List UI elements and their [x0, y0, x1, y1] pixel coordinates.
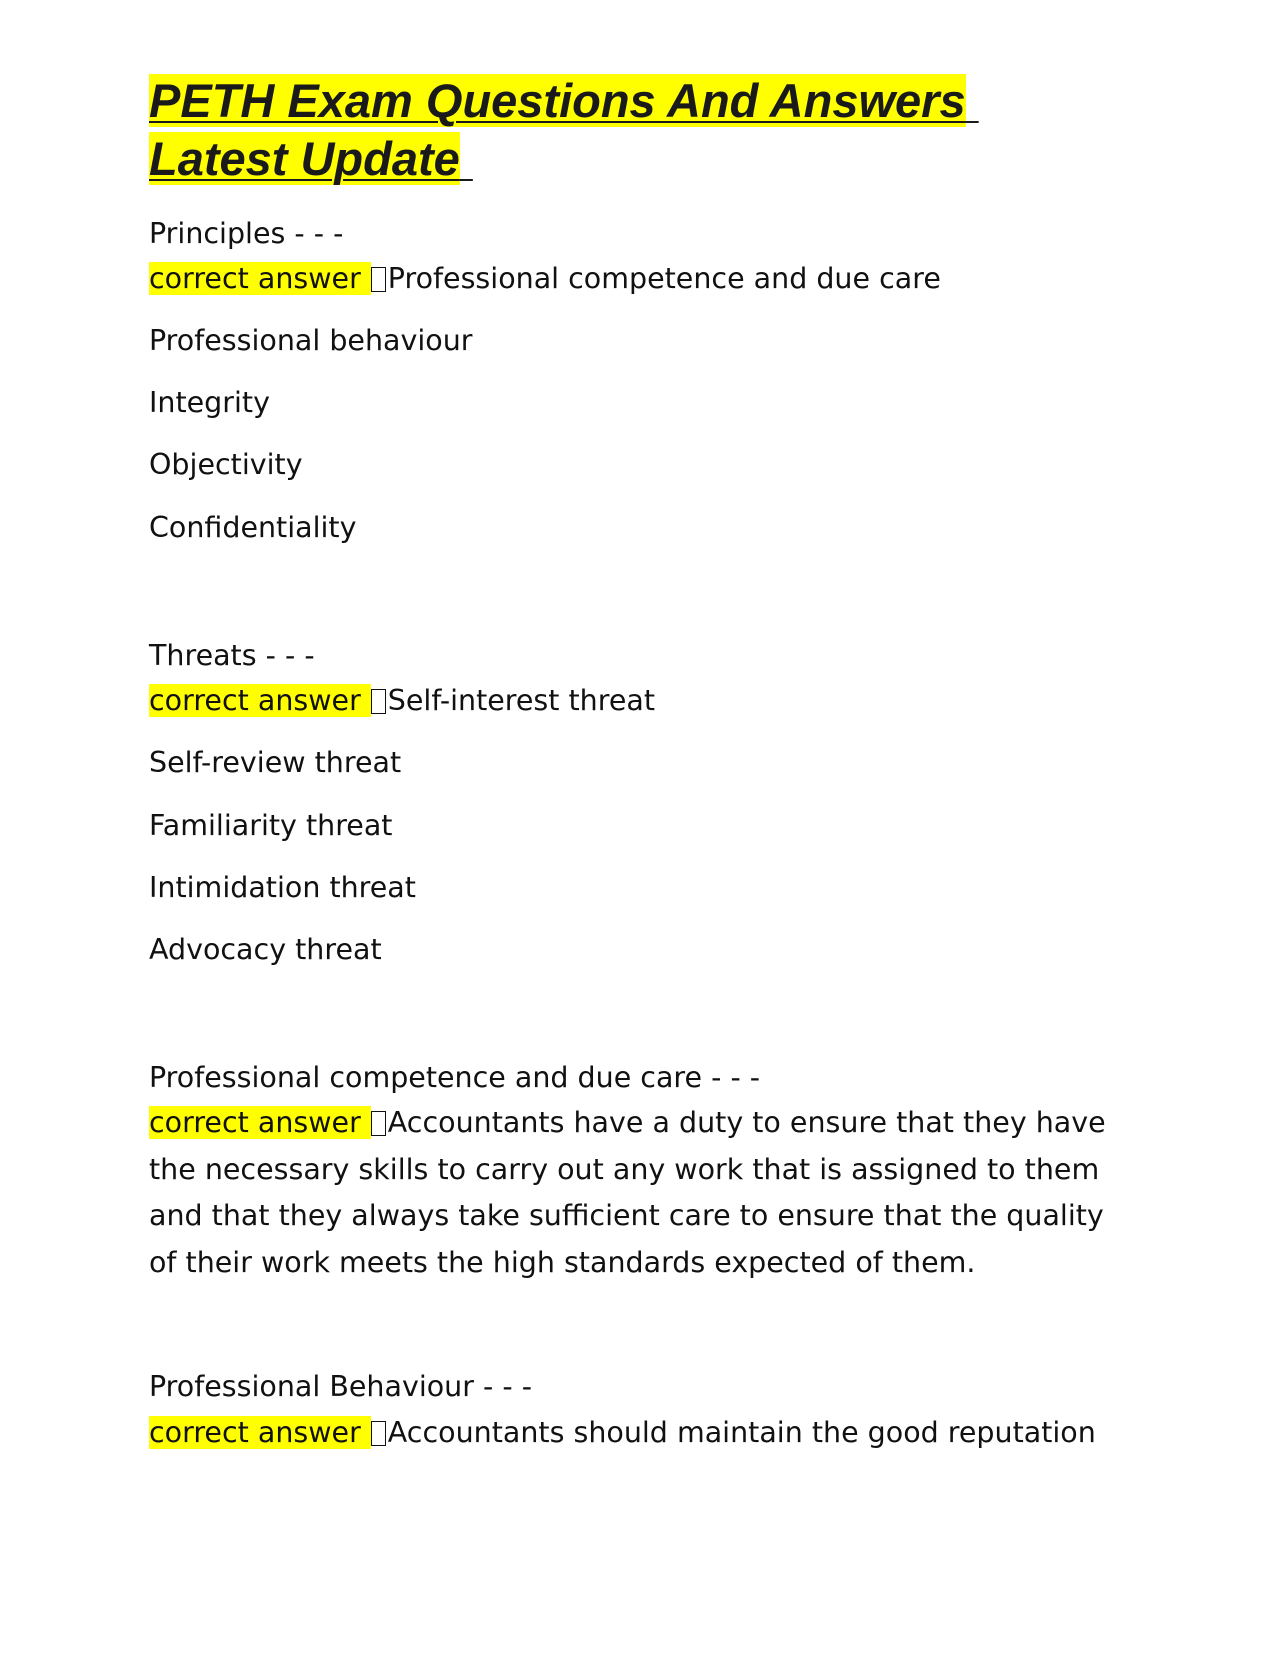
question-principles: Principles - - - — [149, 217, 344, 250]
answer-text: Professional competence and due care — [387, 262, 941, 295]
correct-answer-label: correct answer — [149, 684, 371, 717]
correct-answer-label: correct answer — [149, 1106, 371, 1139]
list-item: Confidentiality — [149, 511, 357, 544]
checkbox-glyph-icon — [371, 267, 386, 292]
checkbox-glyph-icon — [371, 1421, 386, 1446]
question-professional-competence: Professional competence and due care - - - — [149, 1061, 761, 1094]
list-item: Advocacy threat — [149, 933, 382, 966]
document-title — [149, 72, 1089, 188]
checkbox-glyph-icon — [371, 1111, 386, 1136]
question-professional-behaviour: Professional Behaviour - - - — [149, 1370, 532, 1403]
answer-line — [149, 256, 1109, 302]
list-item: Professional behaviour — [149, 324, 473, 357]
correct-answer-label: correct answer — [149, 1416, 371, 1449]
title-line-2: Latest Update — [149, 132, 460, 185]
title-line-1: PETH Exam Questions And Answers — [149, 74, 966, 127]
list-item: Intimidation threat — [149, 871, 416, 904]
answer-paragraph — [149, 1100, 1109, 1286]
answer-text: Accountants have a duty to ensure that they have — [387, 1106, 1106, 1139]
correct-answer-label: correct answer — [149, 262, 371, 295]
answer-line — [149, 1410, 1109, 1456]
answer-text-continued: the necessary skills to carry out any work that is assigned to them and that they always take sufficient care to ensure that the quality of their work meets the high standards expected of them. — [149, 1152, 1104, 1279]
question-threats: Threats - - - — [149, 639, 315, 672]
answer-text: Accountants should maintain the good reputation — [387, 1416, 1096, 1449]
answer-text: Self-interest threat — [387, 684, 655, 717]
list-item: Familiarity threat — [149, 809, 393, 842]
answer-line — [149, 678, 1109, 724]
list-item: Self-review threat — [149, 746, 402, 779]
list-item: Integrity — [149, 386, 270, 419]
list-item: Objectivity — [149, 448, 303, 481]
checkbox-glyph-icon — [371, 689, 386, 714]
